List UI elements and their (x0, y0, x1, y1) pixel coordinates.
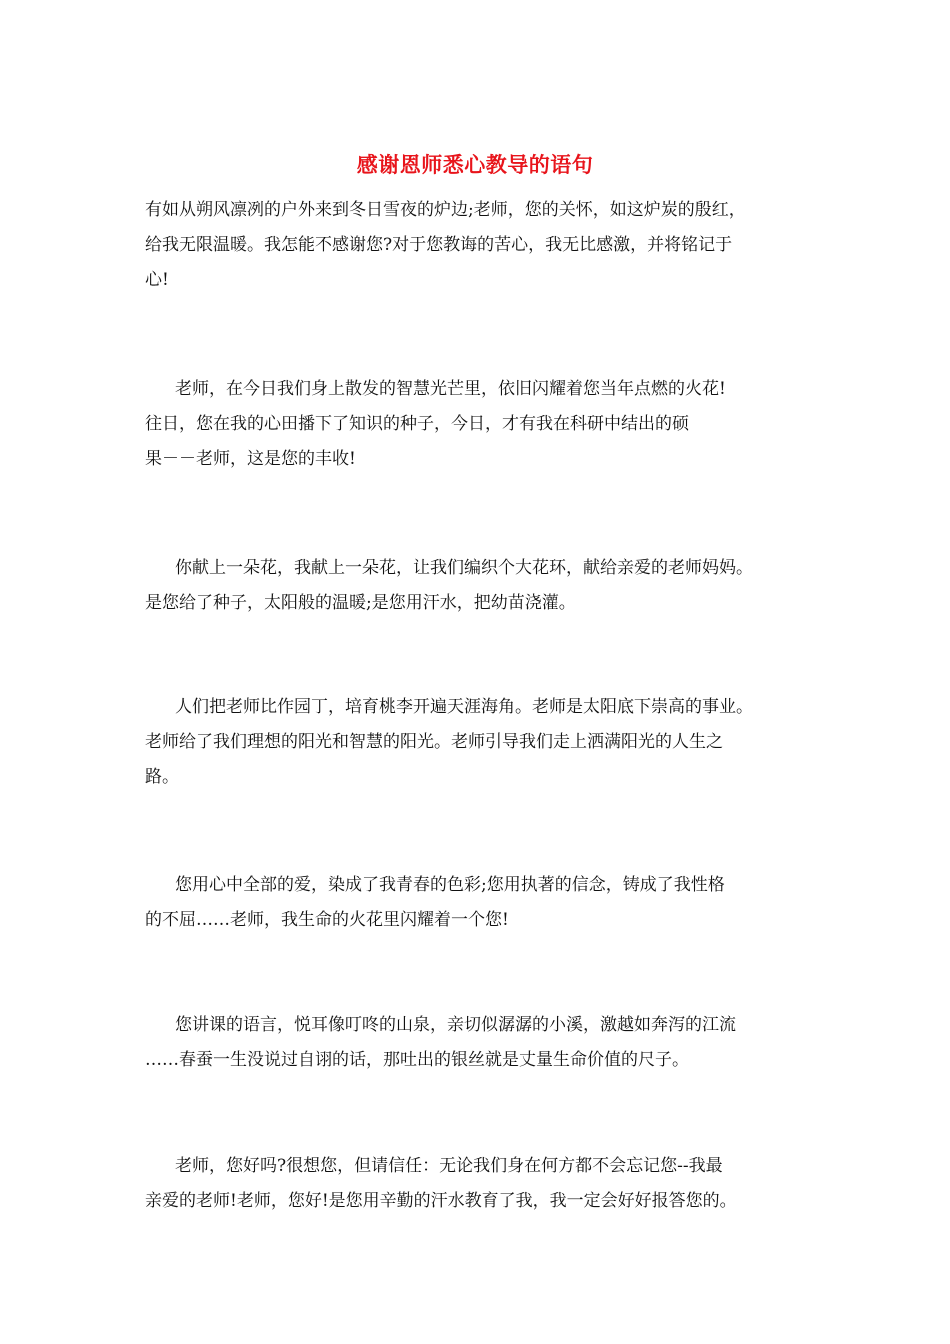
document-title: 感谢恩师悉心教导的语句 (356, 152, 594, 177)
paragraph-line: 你献上一朵花，我献上一朵花，让我们编织个大花环，献给亲爱的老师妈妈。 (175, 558, 753, 578)
paragraph-line: 往日，您在我的心田播下了知识的种子，今日，才有我在科研中结出的硕 (145, 414, 689, 434)
paragraph-line: 有如从朔风凛冽的户外来到冬日雪夜的炉边;老师，您的关怀，如这炉炭的殷红， (145, 200, 746, 220)
paragraph-line: 老师，您好吗?很想您，但请信任：无论我们身在何方都不会忘记您--我最 (175, 1156, 723, 1176)
paragraph-line: 您用心中全部的爱，染成了我青春的色彩;您用执著的信念，铸成了我性格 (175, 875, 725, 895)
paragraph-line: 心! (145, 270, 169, 290)
paragraph-line: 老师，在今日我们身上散发的智慧光芒里，依旧闪耀着您当年点燃的火花! (175, 379, 726, 399)
paragraph-1 (145, 193, 815, 298)
paragraph-line: 是您给了种子，太阳般的温暖;是您用汗水，把幼苗浇灌。 (145, 593, 576, 613)
paragraph-7 (145, 1149, 815, 1219)
paragraph-line: 给我无限温暖。我怎能不感谢您?对于您教诲的苦心，我无比感激，并将铭记于 (145, 235, 733, 255)
paragraph-5 (145, 868, 815, 938)
paragraph-3 (145, 551, 815, 621)
paragraph-6 (145, 1008, 815, 1078)
paragraph-4 (145, 690, 815, 795)
paragraph-line: 老师给了我们理想的阳光和智慧的阳光。老师引导我们走上洒满阳光的人生之 (145, 732, 723, 752)
paragraph-2 (145, 372, 815, 477)
paragraph-line: 人们把老师比作园丁，培育桃李开遍天涯海角。老师是太阳底下崇高的事业。 (175, 697, 753, 717)
paragraph-line: 路。 (145, 767, 179, 787)
paragraph-line: 您讲课的语言，悦耳像叮咚的山泉，亲切似潺潺的小溪，激越如奔泻的江流 (175, 1015, 736, 1035)
paragraph-line: 果－－老师，这是您的丰收! (145, 449, 356, 469)
paragraph-line: ……春蚕一生没说过自诩的话，那吐出的银丝就是丈量生命价值的尺子。 (145, 1050, 689, 1070)
paragraph-line: 亲爱的老师!老师，您好!是您用辛勤的汗水教育了我，我一定会好好报答您的。 (145, 1191, 737, 1211)
paragraph-line: 的不屈……老师，我生命的火花里闪耀着一个您! (145, 910, 509, 930)
